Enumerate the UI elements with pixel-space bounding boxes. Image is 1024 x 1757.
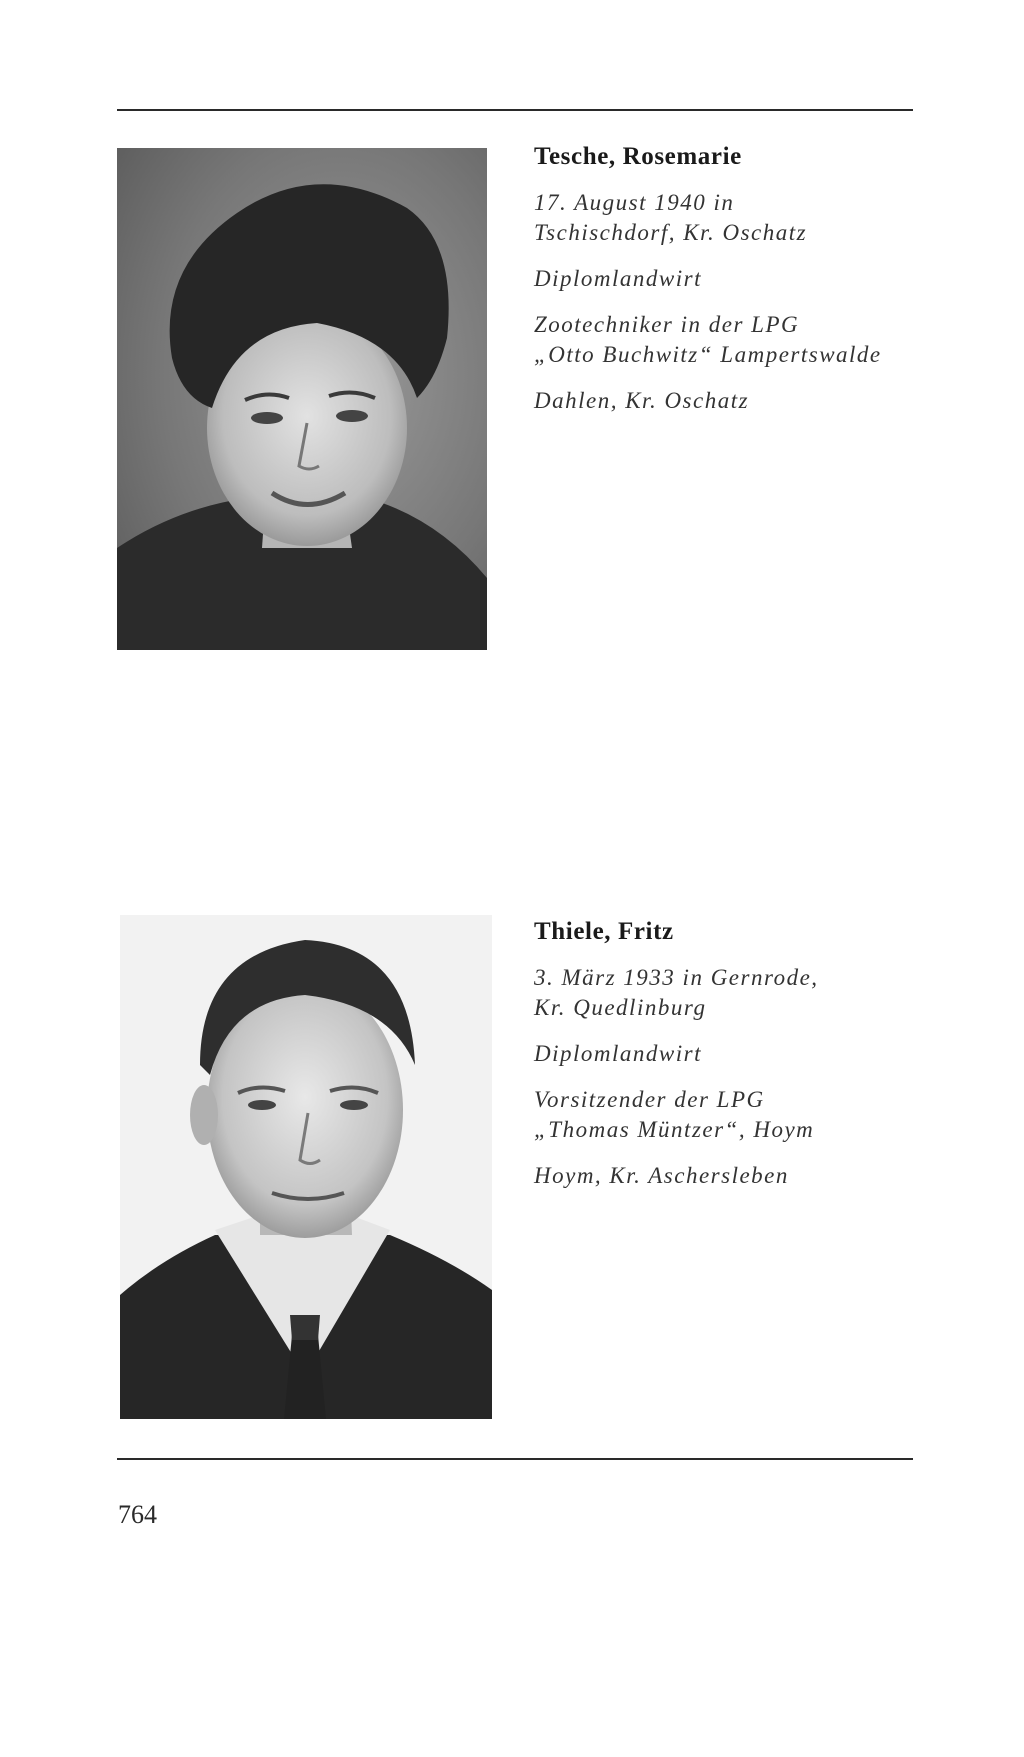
top-rule xyxy=(117,109,913,111)
portrait-photo-thiele xyxy=(120,915,492,1419)
portrait-photo-tesche xyxy=(117,148,487,650)
position-info xyxy=(534,310,914,370)
residence-line: Dahlen, Kr. Oschatz xyxy=(534,388,750,413)
birth-line: 3. März 1933 in Gernrode, xyxy=(534,965,819,990)
person-name: Thiele, Fritz xyxy=(534,918,674,945)
birth-info xyxy=(534,188,914,248)
position-line: Zootechniker in der LPG xyxy=(534,312,800,337)
entry-thiele xyxy=(534,917,914,1207)
position-info xyxy=(534,1085,914,1145)
page-number: 764 xyxy=(118,1500,157,1529)
entry-tesche xyxy=(534,142,914,432)
bottom-rule xyxy=(117,1458,913,1460)
position-line: „Thomas Müntzer“, Hoym xyxy=(534,1117,815,1142)
person-name: Tesche, Rosemarie xyxy=(534,143,742,170)
qualification-line: Diplomlandwirt xyxy=(534,1041,702,1066)
birth-line: 17. August 1940 in xyxy=(534,190,735,215)
birth-line: Tschischdorf, Kr. Oschatz xyxy=(534,220,808,245)
qualification xyxy=(534,1039,914,1069)
qualification xyxy=(534,264,914,294)
residence-line: Hoym, Kr. Aschersleben xyxy=(534,1163,789,1188)
birth-info xyxy=(534,963,914,1023)
qualification-line: Diplomlandwirt xyxy=(534,266,702,291)
birth-line: Kr. Quedlinburg xyxy=(534,995,707,1020)
residence xyxy=(534,386,914,416)
position-line: Vorsitzender der LPG xyxy=(534,1087,765,1112)
residence xyxy=(534,1161,914,1191)
position-line: „Otto Buchwitz“ Lampertswalde xyxy=(534,342,882,367)
